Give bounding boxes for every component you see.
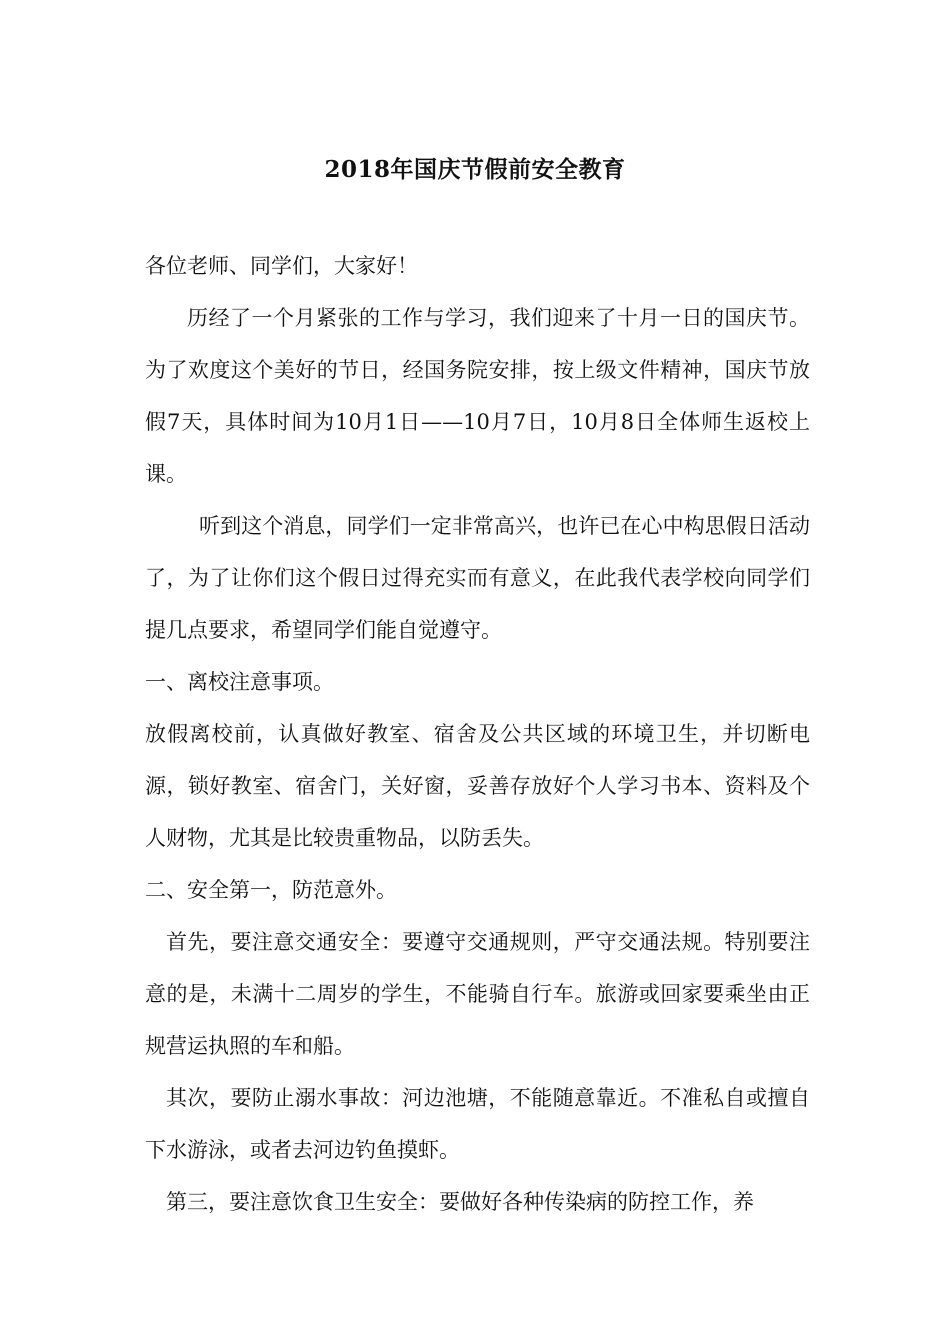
section-heading-safety-first: 二、安全第一，防范意外。 (145, 878, 397, 902)
holiday-announcement-paragraph: 历经了一个月紧张的工作与学习，我们迎来了十月一日的国庆节。为了欢度这个美好的节日，经国务院安排，按上级文件精神，国庆节放假7天，具体时间为10月1日——10月7日，10月8日全体师生返校上课。 (145, 306, 810, 486)
food-safety-paragraph: 第三，要注意饮食卫生安全：要做好各种传染病的防控工作，养 (166, 1190, 754, 1214)
leaving-school-paragraph: 放假离校前，认真做好教室、宿舍及公共区域的环境卫生，并切断电源，锁好教室、宿舍门，关好窗，妥善存放好个人学习书本、资料及个人财物，尤其是比较贵重物品，以防丢失。 (145, 722, 810, 850)
traffic-safety-paragraph: 首先，要注意交通安全：要遵守交通规则，严守交通法规。特别要注意的是，未满十二周岁的学生，不能骑自行车。旅游或回家要乘坐由正规营运执照的车和船。 (145, 930, 810, 1058)
greeting-paragraph: 各位老师、同学们，大家好！ (145, 254, 418, 278)
document-title: 2018年国庆节假前安全教育 (324, 156, 626, 183)
drowning-prevention-paragraph: 其次，要防止溺水事故：河边池塘，不能随意靠近。不准私自或擅自下水游泳，或者去河边钓鱼摸虾。 (145, 1086, 810, 1162)
requirements-intro-paragraph: 听到这个消息，同学们一定非常高兴，也许已在心中构思假日活动了，为了让你们这个假日过得充实而有意义，在此我代表学校向同学们提几点要求，希望同学们能自觉遵守。 (145, 514, 810, 642)
document-body (145, 240, 810, 1228)
section-heading-leaving-school: 一、离校注意事项。 (145, 670, 334, 694)
